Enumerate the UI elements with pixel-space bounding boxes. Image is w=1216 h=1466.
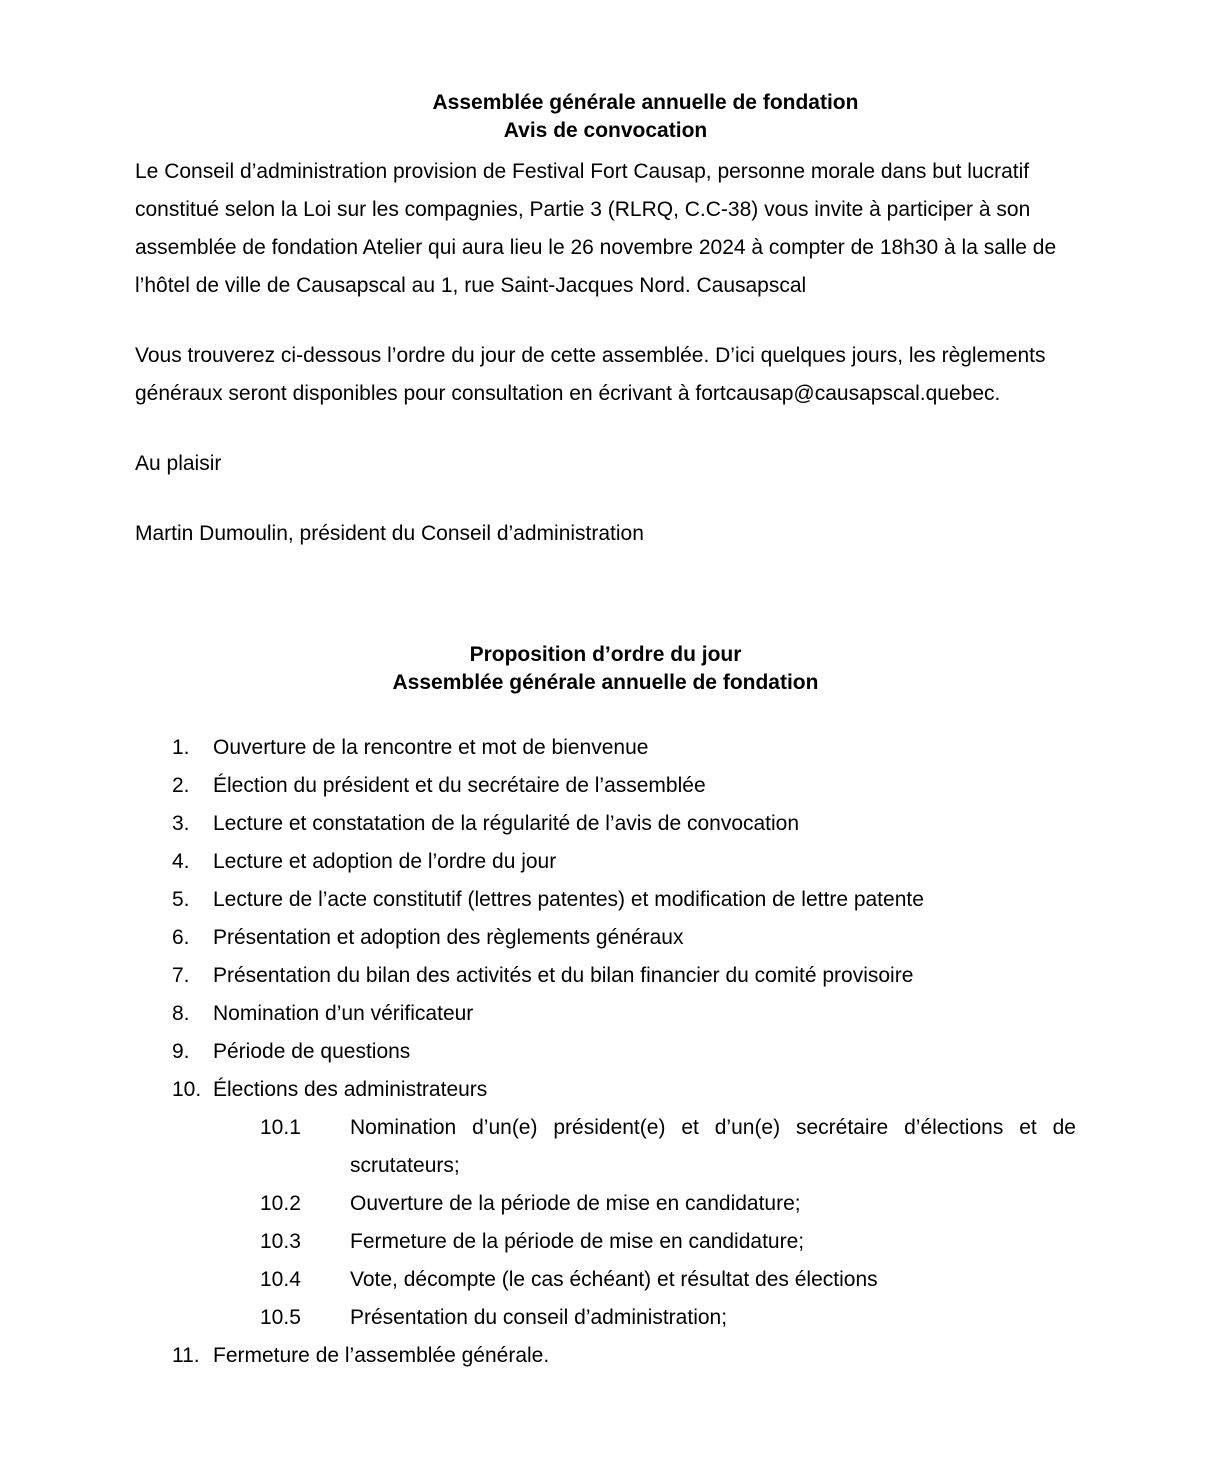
agenda-subitem-number: 10.5 xyxy=(260,1306,301,1329)
notice-paragraph: Vous trouverez ci-dessous l’ordre du jour de cette assemblée. D’ici quelques jours, les règlements généraux seront disponibles pour consultation en écrivant à fortcausap@causapscal.quebec. xyxy=(135,344,1046,405)
agenda-item-number: 1. xyxy=(172,736,190,759)
agenda-item-number: 8. xyxy=(172,1002,190,1025)
intro-paragraph: Le Conseil d’administration provision de Festival Fort Causap, personne morale dans but lucratif constitué selon la Loi sur les compagnies, Partie 3 (RLRQ, C.C-38) vous invite à participer à son assemblée de fondation Atelier qui aura lieu le 26 novembre 2024 à compter de 18h30 à la salle de l’hôtel de ville de Causapscal au 1, rue Saint-Jacques Nord. Causapscal xyxy=(135,160,1057,297)
agenda-item-text: Élections des administrateurs xyxy=(213,1078,488,1101)
agenda-item-9 xyxy=(135,1033,1076,1071)
agenda-item-number: 11. xyxy=(172,1344,200,1367)
agenda-item-text: Lecture et constatation de la régularité de l’avis de convocation xyxy=(213,812,800,835)
agenda-item-text: Ouverture de la rencontre et mot de bienvenue xyxy=(213,736,649,759)
agenda-item-3 xyxy=(135,805,1076,843)
agenda-subitem-10-4 xyxy=(135,1261,1076,1299)
agenda-item-text: Présentation et adoption des règlements généraux xyxy=(213,926,684,949)
agenda-item-8 xyxy=(135,995,1076,1033)
agenda-subitem-text: Présentation du conseil d’administration; xyxy=(350,1306,728,1329)
agenda-heading-line2: Assemblée générale annuelle de fondation xyxy=(392,671,819,694)
agenda-item-4 xyxy=(135,843,1076,881)
agenda-subitem-number: 10.4 xyxy=(260,1268,301,1291)
agenda-item-number: 4. xyxy=(172,850,190,873)
closing-line: Au plaisir xyxy=(135,452,222,475)
agenda-item-5 xyxy=(135,881,1076,919)
agenda-subitem-10-2 xyxy=(135,1185,1076,1223)
agenda-item-1 xyxy=(135,729,1076,767)
agenda-item-2 xyxy=(135,767,1076,805)
agenda-item-6 xyxy=(135,919,1076,957)
agenda-item-number: 10. xyxy=(172,1078,202,1101)
agenda-item-number: 5. xyxy=(172,888,190,911)
agenda-heading xyxy=(135,641,1076,697)
agenda-item-10 xyxy=(135,1071,1076,1109)
agenda-item-number: 3. xyxy=(172,812,190,835)
agenda-subitem-10-1 xyxy=(135,1109,1076,1185)
agenda-subitem-number: 10.2 xyxy=(260,1192,301,1215)
agenda-subitem-number: 10.1 xyxy=(260,1116,301,1139)
agenda-subitem-10-3 xyxy=(135,1223,1076,1261)
agenda-item-text: Élection du président et du secrétaire de l’assemblée xyxy=(213,774,706,797)
agenda-heading-line1: Proposition d’ordre du jour xyxy=(469,643,742,666)
agenda-subitem-text: Ouverture de la période de mise en candidature; xyxy=(350,1192,801,1215)
agenda-item-11 xyxy=(135,1337,1076,1375)
agenda-subitem-text: Fermeture de la période de mise en candidature; xyxy=(350,1230,805,1253)
agenda-item-text: Période de questions xyxy=(213,1040,411,1063)
agenda-item-text: Lecture et adoption de l’ordre du jour xyxy=(213,850,557,873)
agenda-item-7 xyxy=(135,957,1076,995)
agenda-subitem-text: Vote, décompte (le cas échéant) et résultat des élections xyxy=(350,1268,878,1291)
agenda-list xyxy=(135,729,1076,1375)
agenda-item-number: 9. xyxy=(172,1040,190,1063)
agenda-item-number: 2. xyxy=(172,774,190,797)
signature-line: Martin Dumoulin, président du Conseil d’administration xyxy=(135,522,644,545)
agenda-item-number: 6. xyxy=(172,926,190,949)
agenda-subitem-10-5 xyxy=(135,1299,1076,1337)
agenda-item-text: Fermeture de l’assemblée générale. xyxy=(213,1344,550,1367)
document-title xyxy=(135,89,1076,145)
agenda-item-text: Présentation du bilan des activités et du bilan financier du comité provisoire xyxy=(213,964,914,987)
agenda-item-number: 7. xyxy=(172,964,190,987)
agenda-item-text: Nomination d’un vérificateur xyxy=(213,1002,474,1025)
agenda-subitem-number: 10.3 xyxy=(260,1230,301,1253)
agenda-item-text: Lecture de l’acte constitutif (lettres patentes) et modification de lettre patente xyxy=(213,888,924,911)
agenda-subitem-text: Nomination d’un(e) président(e) et d’un(e) secrétaire d’élections et de scrutateurs; xyxy=(350,1116,1076,1177)
document-title-line1: Assemblée générale annuelle de fondation xyxy=(432,91,859,114)
document-title-line2: Avis de convocation xyxy=(503,119,708,142)
